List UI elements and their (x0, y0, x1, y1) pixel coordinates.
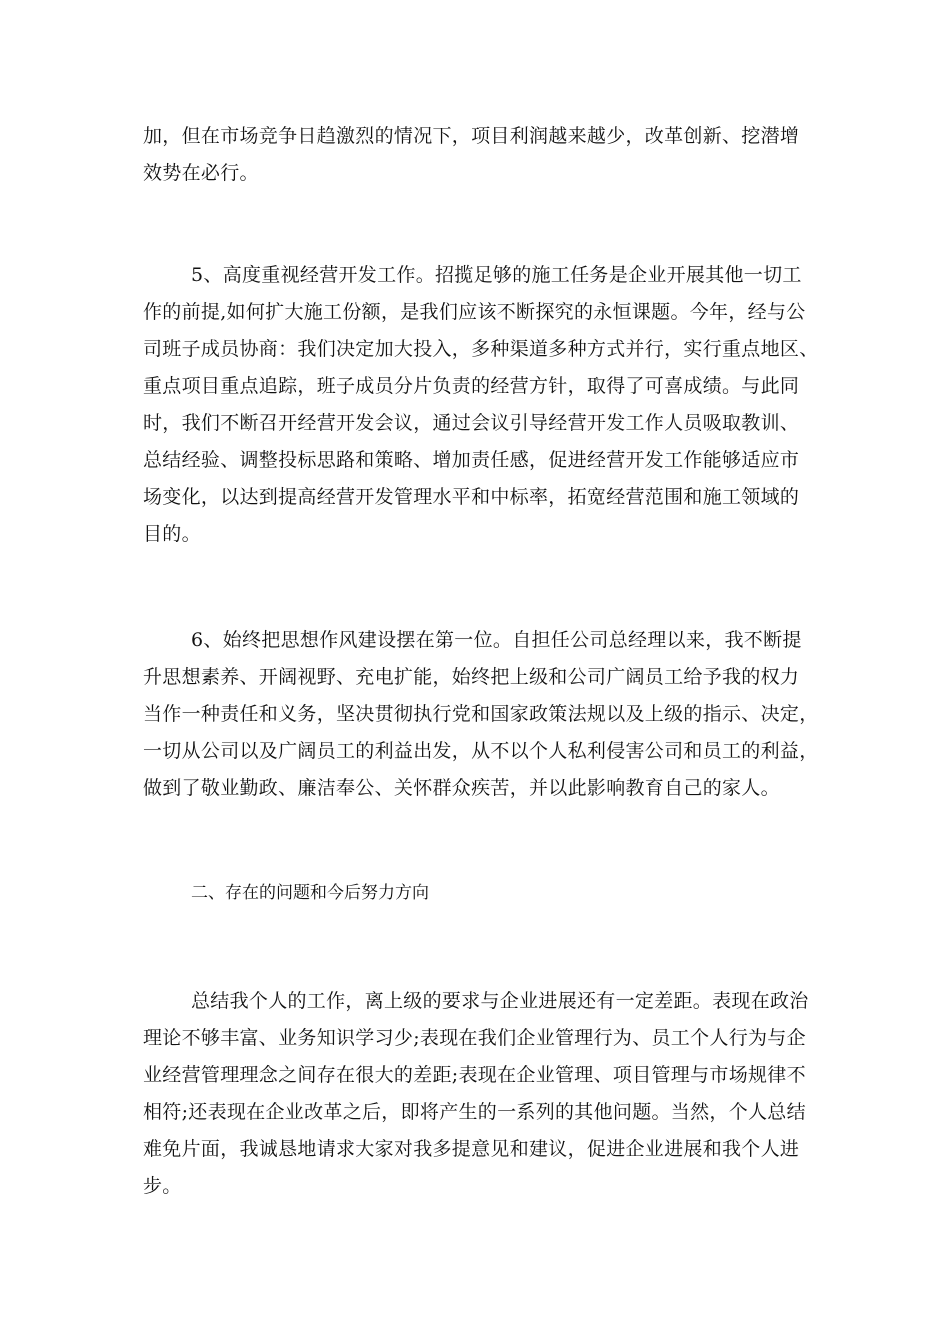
text-line-first: 总结我个人的工作，离上级的要求与企业进展还有一定差距。表现在政治 (191, 990, 809, 1012)
section-heading-text: 二、存在的问题和今后努力方向 (191, 883, 429, 903)
text-line: 场变化，以达到提高经营开发管理水平和中标率，拓宽经营范围和施工领域的 (143, 486, 800, 508)
paragraph-item-5 (143, 257, 819, 553)
text-line: 理论不够丰富、业务知识学习少;表现在我们企业管理行为、员工个人行为与企 (143, 1027, 806, 1049)
text-line: 升思想素养、开阔视野、充电扩能，始终把上级和公司广阔员工给予我的权力 (143, 666, 800, 688)
text-line: 难免片面，我诚恳地请求大家对我多提意见和建议，促进企业进展和我个人进 (143, 1138, 800, 1160)
text-line: 效势在必行。 (143, 162, 259, 184)
text-line: 做到了敬业勤政、廉洁奉公、关怀群众疾苦，并以此影响教育自己的家人。 (143, 777, 780, 799)
text-line: 作的前提,如何扩大施工份额，是我们应该不断探究的永恒课题。今年，经与公 (143, 301, 806, 323)
paragraph-continuation (143, 118, 808, 192)
text-line: 重点项目重点追踪，班子成员分片负责的经营方针，取得了可喜成绩。与此同 (143, 375, 800, 397)
text-line: 总结经验、调整投标思路和策略、增加责任感，促进经营开发工作能够适应市 (143, 449, 800, 471)
paragraph-summary (143, 983, 808, 1205)
text-line: 时，我们不断召开经营开发会议，通过会议引导经营开发工作人员吸取教训、 (143, 412, 800, 434)
text-line-first: 6、始终把思想作风建设摆在第一位。自担任公司总经理以来，我不断提 (191, 629, 802, 651)
text-line: 司班子成员协商：我们决定加大投入，多种渠道多种方式并行，实行重点地区、 (143, 338, 819, 360)
text-line: 相符;还表现在企业改革之后，即将产生的一系列的其他问题。当然，个人总结 (143, 1101, 806, 1123)
text-line: 步。 (143, 1175, 182, 1197)
text-line: 一切从公司以及广阔员工的利益出发，从不以个人私利侵害公司和员工的利益， (143, 740, 819, 762)
text-line: 业经营管理理念之间存在很大的差距;表现在企业管理、项目管理与市场规律不 (143, 1064, 806, 1086)
section-heading (143, 875, 808, 912)
paragraph-item-6 (143, 622, 819, 807)
text-line-first: 5、高度重视经营开发工作。招揽足够的施工任务是企业开展其他一切工 (191, 264, 802, 286)
text-line: 加，但在市场竞争日趋激烈的情况下，项目利润越来越少，改革创新、挖潜增 (143, 125, 800, 147)
text-line: 目的。 (143, 523, 201, 545)
text-line: 当作一种责任和义务，坚决贯彻执行党和国家政策法规以及上级的指示、决定， (143, 703, 819, 725)
